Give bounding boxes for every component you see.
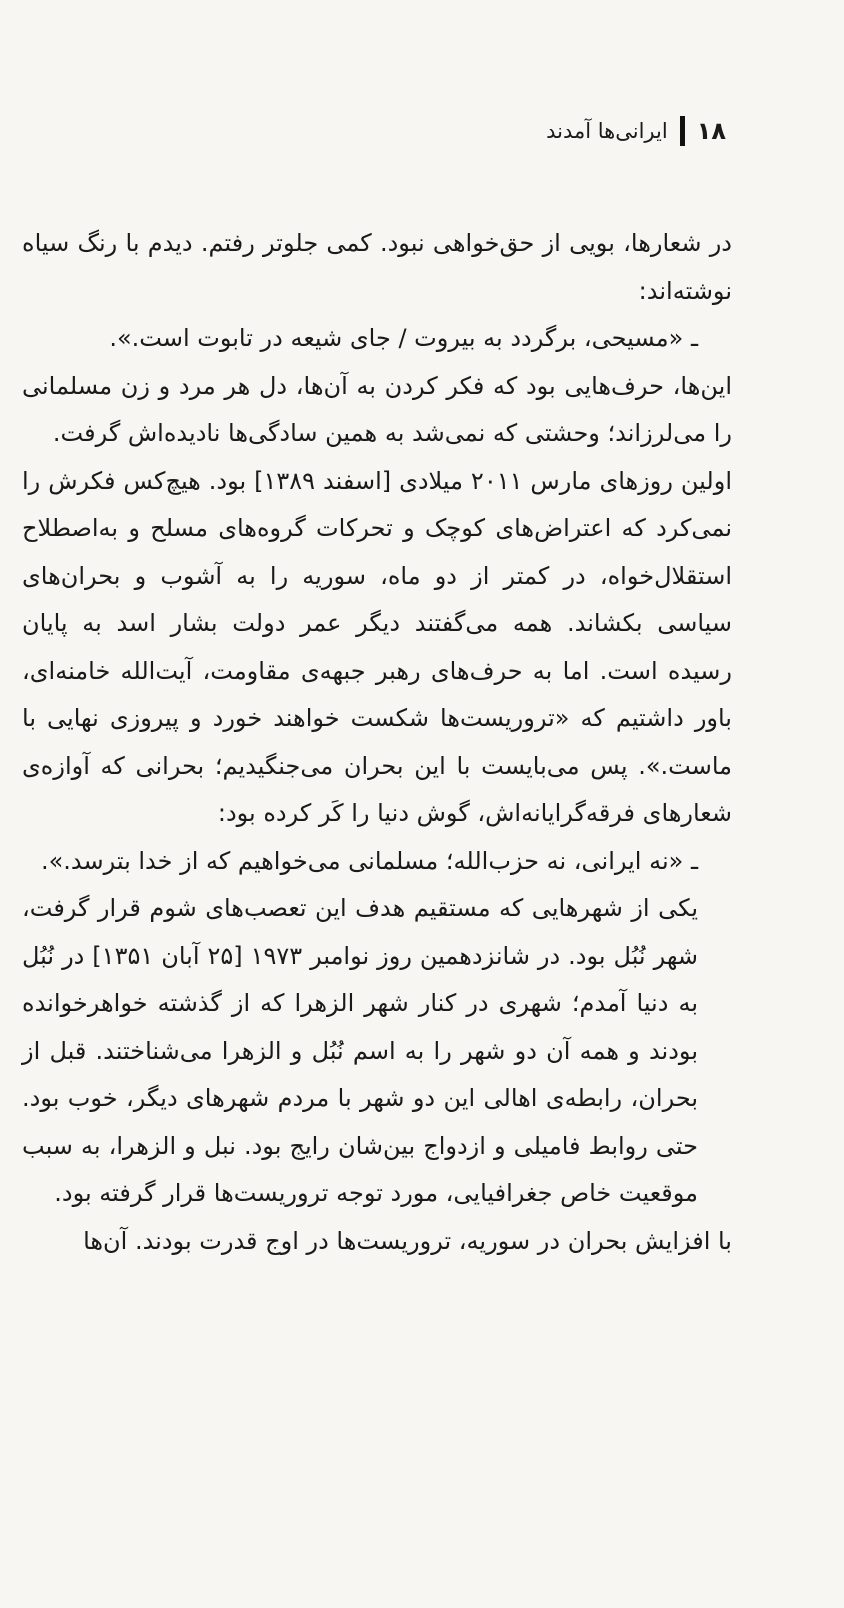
quote-paragraph: ـ «مسیحی، برگردد به بیروت / جای شیعه در تابوت است.». [109, 324, 698, 352]
paragraph: با افزایش بحران در سوریه، تروریست‌ها در اوج قدرت بودند. آن‌ها [83, 1226, 732, 1255]
paragraph: اولین روزهای مارس ۲۰۱۱ میلادی [اسفند ۱۳۸۹] بود. هیچ‌کس فکرش را نمی‌کرد که اعتراض‌های کوچک و تحرکات گروه‌های مسلح و به‌اصطلاح استقلال‌خواه، در کمتر از دو ماه، سوریه را به آشوب و بحران‌های سیاسی بکشاند. همه می‌گفتند دیگر عمر دولت بشار اسد به پایان رسیده است. اما به حرف‌های رهبر جبهه‌ی مقاومت، آیت‌الله خامنه‌ای، باور داشتیم که «تروریست‌ها شکست خواهند خورد و پیروزی نهایی با ماست.». پس می‌بایست با این بحران می‌جنگیدیم؛ بحرانی که آوازه‌ی شعارهای فرقه‌گرایانه‌اش، گوش دنیا را کَر کرده بود: [22, 466, 732, 827]
quote-paragraph: ـ «نه ایرانی، نه حزب‌الله؛ مسلمانی می‌خواهیم که از خدا بترسد.». [40, 846, 698, 875]
paragraph: در شعارها، بویی از حق‌خواهی نبود. کمی جلوتر رفتم. دیدم با رنگ سیاه نوشته‌اند: [22, 229, 732, 305]
header-separator [680, 116, 685, 146]
running-title: ایرانی‌ها آمدند [546, 118, 668, 143]
body-text [22, 220, 732, 1265]
paragraph: این‌ها، حرف‌هایی بود که فکر کردن به آن‌ها، دل هر مرد و زن مسلمانی را می‌لرزاند؛ وحشتی که نمی‌شد به همین سادگی‌ها نادیده‌اش گرفت. [22, 371, 732, 447]
page-number: ۱۸ [696, 117, 726, 145]
paragraph: یکی از شهرهایی که مستقیم هدف این تعصب‌های شوم قرار گرفت، شهر نُبُل بود. در شانزدهمین روز نوامبر ۱۹۷۳ [۲۵ آبان ۱۳۵۱] در نُبُل به دنیا آمدم؛ شهری در کنار شهر الزهرا که از گذشته خواهرخوانده بودند و همه آن دو شهر را به اسم نُبُل و الزهرا می‌شناختند. قبل از بحران، رابطه‌ی اهالی این دو شهر با مردم شهرهای دیگر، خوب بود. حتی روابط فامیلی و ازدواج بین‌شان رایج بود. نبل و الزهرا، به سبب موقعیت خاص جغرافیایی، مورد توجه تروریست‌ها قرار گرفته بود. [22, 894, 698, 1207]
page-header [546, 116, 726, 146]
